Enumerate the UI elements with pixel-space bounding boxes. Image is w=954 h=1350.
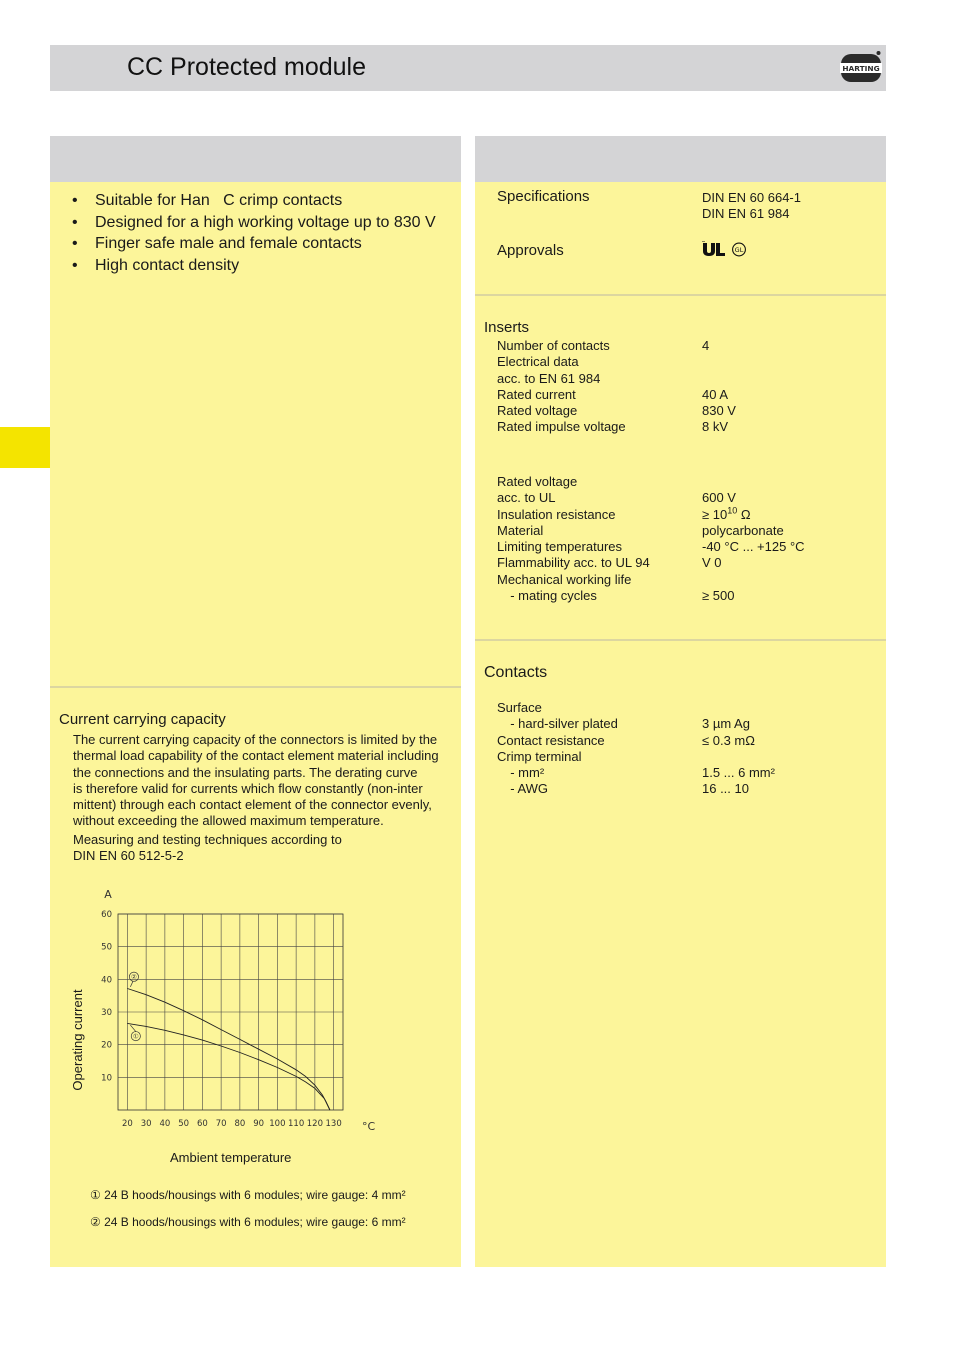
insulation-unit: Ω	[737, 506, 751, 522]
harting-logo	[840, 49, 882, 87]
ul-recognized-icon	[702, 241, 726, 257]
spec-label: Rated voltage	[497, 403, 578, 419]
x-tick-label: 130	[325, 1119, 342, 1129]
inserts-values-b	[702, 474, 805, 604]
left-panel-header	[50, 136, 461, 182]
x-tick-label: 100	[269, 1119, 286, 1129]
specifications-label: Specifications	[497, 188, 590, 205]
spec-label: Rated impulse voltage	[497, 419, 626, 435]
paragraph-line: mittent) through each contact element of the connector evenly,	[73, 797, 432, 813]
spec-value: polycarbonate	[702, 522, 784, 538]
paragraph-line: the connections and the insulating parts. The derating curve	[73, 764, 418, 780]
spec-value	[702, 749, 775, 765]
spec-label: Crimp terminal	[497, 748, 582, 764]
right-panel-header	[475, 136, 886, 182]
spec-label: acc. to UL	[497, 490, 556, 506]
right-panel-divider-2	[475, 639, 886, 641]
y-tick-label: 50	[101, 942, 112, 953]
feature-item: • Designed for a high working voltage up to 830 V	[50, 212, 461, 234]
spec-label: Insulation resistance	[497, 506, 616, 522]
measuring-note	[73, 832, 461, 865]
feature-item: • Finger safe male and female contacts	[50, 233, 461, 255]
spec-label: Rated current	[497, 386, 576, 402]
x-tick-label: 90	[253, 1119, 265, 1129]
x-tick-label: 70	[215, 1119, 227, 1129]
insulation-exponent: 10	[727, 505, 738, 516]
svg-text:GL: GL	[734, 246, 744, 254]
left-panel-divider	[50, 686, 461, 688]
feature-item: • Suitable for Han C crimp contacts	[50, 190, 461, 212]
spec-label: Flammability acc. to UL 94	[497, 555, 650, 571]
inserts-values-a	[702, 338, 736, 436]
series-marker-leader	[130, 981, 133, 987]
spec-value: V 0	[702, 555, 722, 571]
paragraph-line: The current carrying capacity of the connectors is limited by the	[73, 732, 438, 747]
y-axis-unit: A	[104, 888, 112, 901]
spec-label: Electrical data	[497, 354, 579, 370]
chart-grid	[118, 914, 343, 1110]
spec-label: - mm²	[503, 765, 545, 781]
contacts-labels	[497, 700, 618, 798]
current-capacity-heading: Current carrying capacity	[59, 711, 226, 728]
spec-label: Limiting temperatures	[497, 539, 622, 555]
inserts-labels-a	[497, 338, 626, 436]
chapter-tab	[0, 427, 50, 468]
spec-label: - hard-silver plated	[503, 716, 618, 732]
spec-value: 3 µm Ag	[702, 716, 750, 732]
spec-value: 8 kV	[702, 419, 729, 435]
x-tick-label: 80	[234, 1119, 246, 1129]
y-tick-label: 40	[101, 975, 112, 986]
y-axis-label: Operating current	[70, 989, 85, 1091]
specifications-values	[702, 190, 801, 223]
insulation-base: ≥ 10	[702, 506, 728, 522]
series-line-2	[127, 989, 330, 1111]
spec-label: Number of contacts	[497, 338, 610, 353]
logo-text: HARTING	[842, 64, 880, 73]
spec-value: 4	[702, 338, 710, 353]
spec-value: 16 ... 10	[702, 781, 749, 797]
spec-value	[702, 700, 775, 716]
feature-item: • High contact density	[50, 255, 461, 277]
series-line-1	[127, 1023, 330, 1110]
spec-value: 1.5 ... 6 mm²	[702, 765, 775, 781]
gl-icon	[731, 242, 747, 257]
page-title: CC Protected module	[127, 53, 367, 81]
spec-value: 40 A	[702, 386, 729, 402]
spec-value	[702, 474, 805, 490]
spec-label: Surface	[497, 700, 542, 715]
derating-chart	[60, 880, 380, 1140]
paragraph-line: without exceeding the allowed maximum temperature.	[73, 813, 384, 829]
chart-ticks	[101, 910, 342, 1129]
measuring-line: Measuring and testing techniques according to	[73, 832, 342, 847]
spec-value: 600 V	[702, 490, 736, 506]
chart-series	[127, 972, 330, 1110]
x-axis-label: Ambient temperature	[170, 1150, 292, 1165]
paragraph-line: thermal load capability of the contact element material including	[73, 748, 439, 764]
spec-label: Contact resistance	[497, 732, 605, 748]
spec-label: Material	[497, 522, 544, 538]
contacts-values	[702, 700, 775, 798]
right-panel-divider-1	[475, 294, 886, 296]
x-tick-label: 40	[159, 1119, 171, 1129]
spec-label: Mechanical working life	[497, 571, 632, 587]
x-tick-label: 60	[196, 1119, 208, 1129]
y-tick-label: 20	[101, 1040, 112, 1051]
specification-value: DIN EN 60 664-1	[702, 190, 801, 205]
x-tick-label: 50	[178, 1119, 190, 1129]
spec-value-insulation	[702, 507, 805, 523]
spec-value	[702, 572, 805, 588]
spec-label: - mating cycles	[503, 588, 597, 604]
series-marker-label: ①	[132, 1032, 139, 1041]
current-capacity-paragraph	[73, 732, 461, 830]
spec-value: ≥ 500	[702, 588, 735, 604]
x-axis-unit: °C	[362, 1120, 376, 1133]
spec-value: -40 °C ... +125 °C	[702, 539, 805, 555]
x-tick-label: 30	[140, 1119, 152, 1129]
x-tick-label: 110	[288, 1119, 305, 1129]
spec-value: 830 V	[702, 403, 736, 419]
x-tick-label: 120	[306, 1119, 323, 1129]
approvals-label: Approvals	[497, 242, 564, 259]
series-marker-leader	[130, 1025, 135, 1032]
legend-item-2: ② 24 B hoods/housings with 6 modules; wire gauge: 6 mm²	[90, 1215, 406, 1229]
legend-item-1: ① 24 B hoods/housings with 6 modules; wire gauge: 4 mm²	[90, 1188, 406, 1202]
inserts-heading: Inserts	[484, 319, 530, 336]
spec-label: Rated voltage	[497, 474, 578, 489]
x-tick-label: 20	[121, 1119, 133, 1129]
spec-label: acc. to EN 61 984	[497, 370, 601, 386]
contacts-heading: Contacts	[484, 664, 548, 681]
feature-list	[50, 190, 461, 277]
measuring-line: DIN EN 60 512-5-2	[73, 848, 184, 864]
y-tick-label: 60	[101, 910, 112, 920]
spec-value	[702, 371, 736, 387]
paragraph-line: is therefore valid for currents which flow constantly (non-inter	[73, 780, 423, 796]
y-tick-label: 30	[101, 1008, 112, 1018]
specification-value: DIN EN 61 984	[702, 206, 790, 222]
inserts-labels-b	[497, 474, 650, 604]
y-tick-label: 10	[101, 1073, 112, 1084]
series-marker-label: ②	[131, 973, 137, 982]
spec-value	[702, 354, 736, 370]
spec-value: ≤ 0.3 mΩ	[702, 732, 755, 748]
spec-label: - AWG	[503, 781, 549, 797]
